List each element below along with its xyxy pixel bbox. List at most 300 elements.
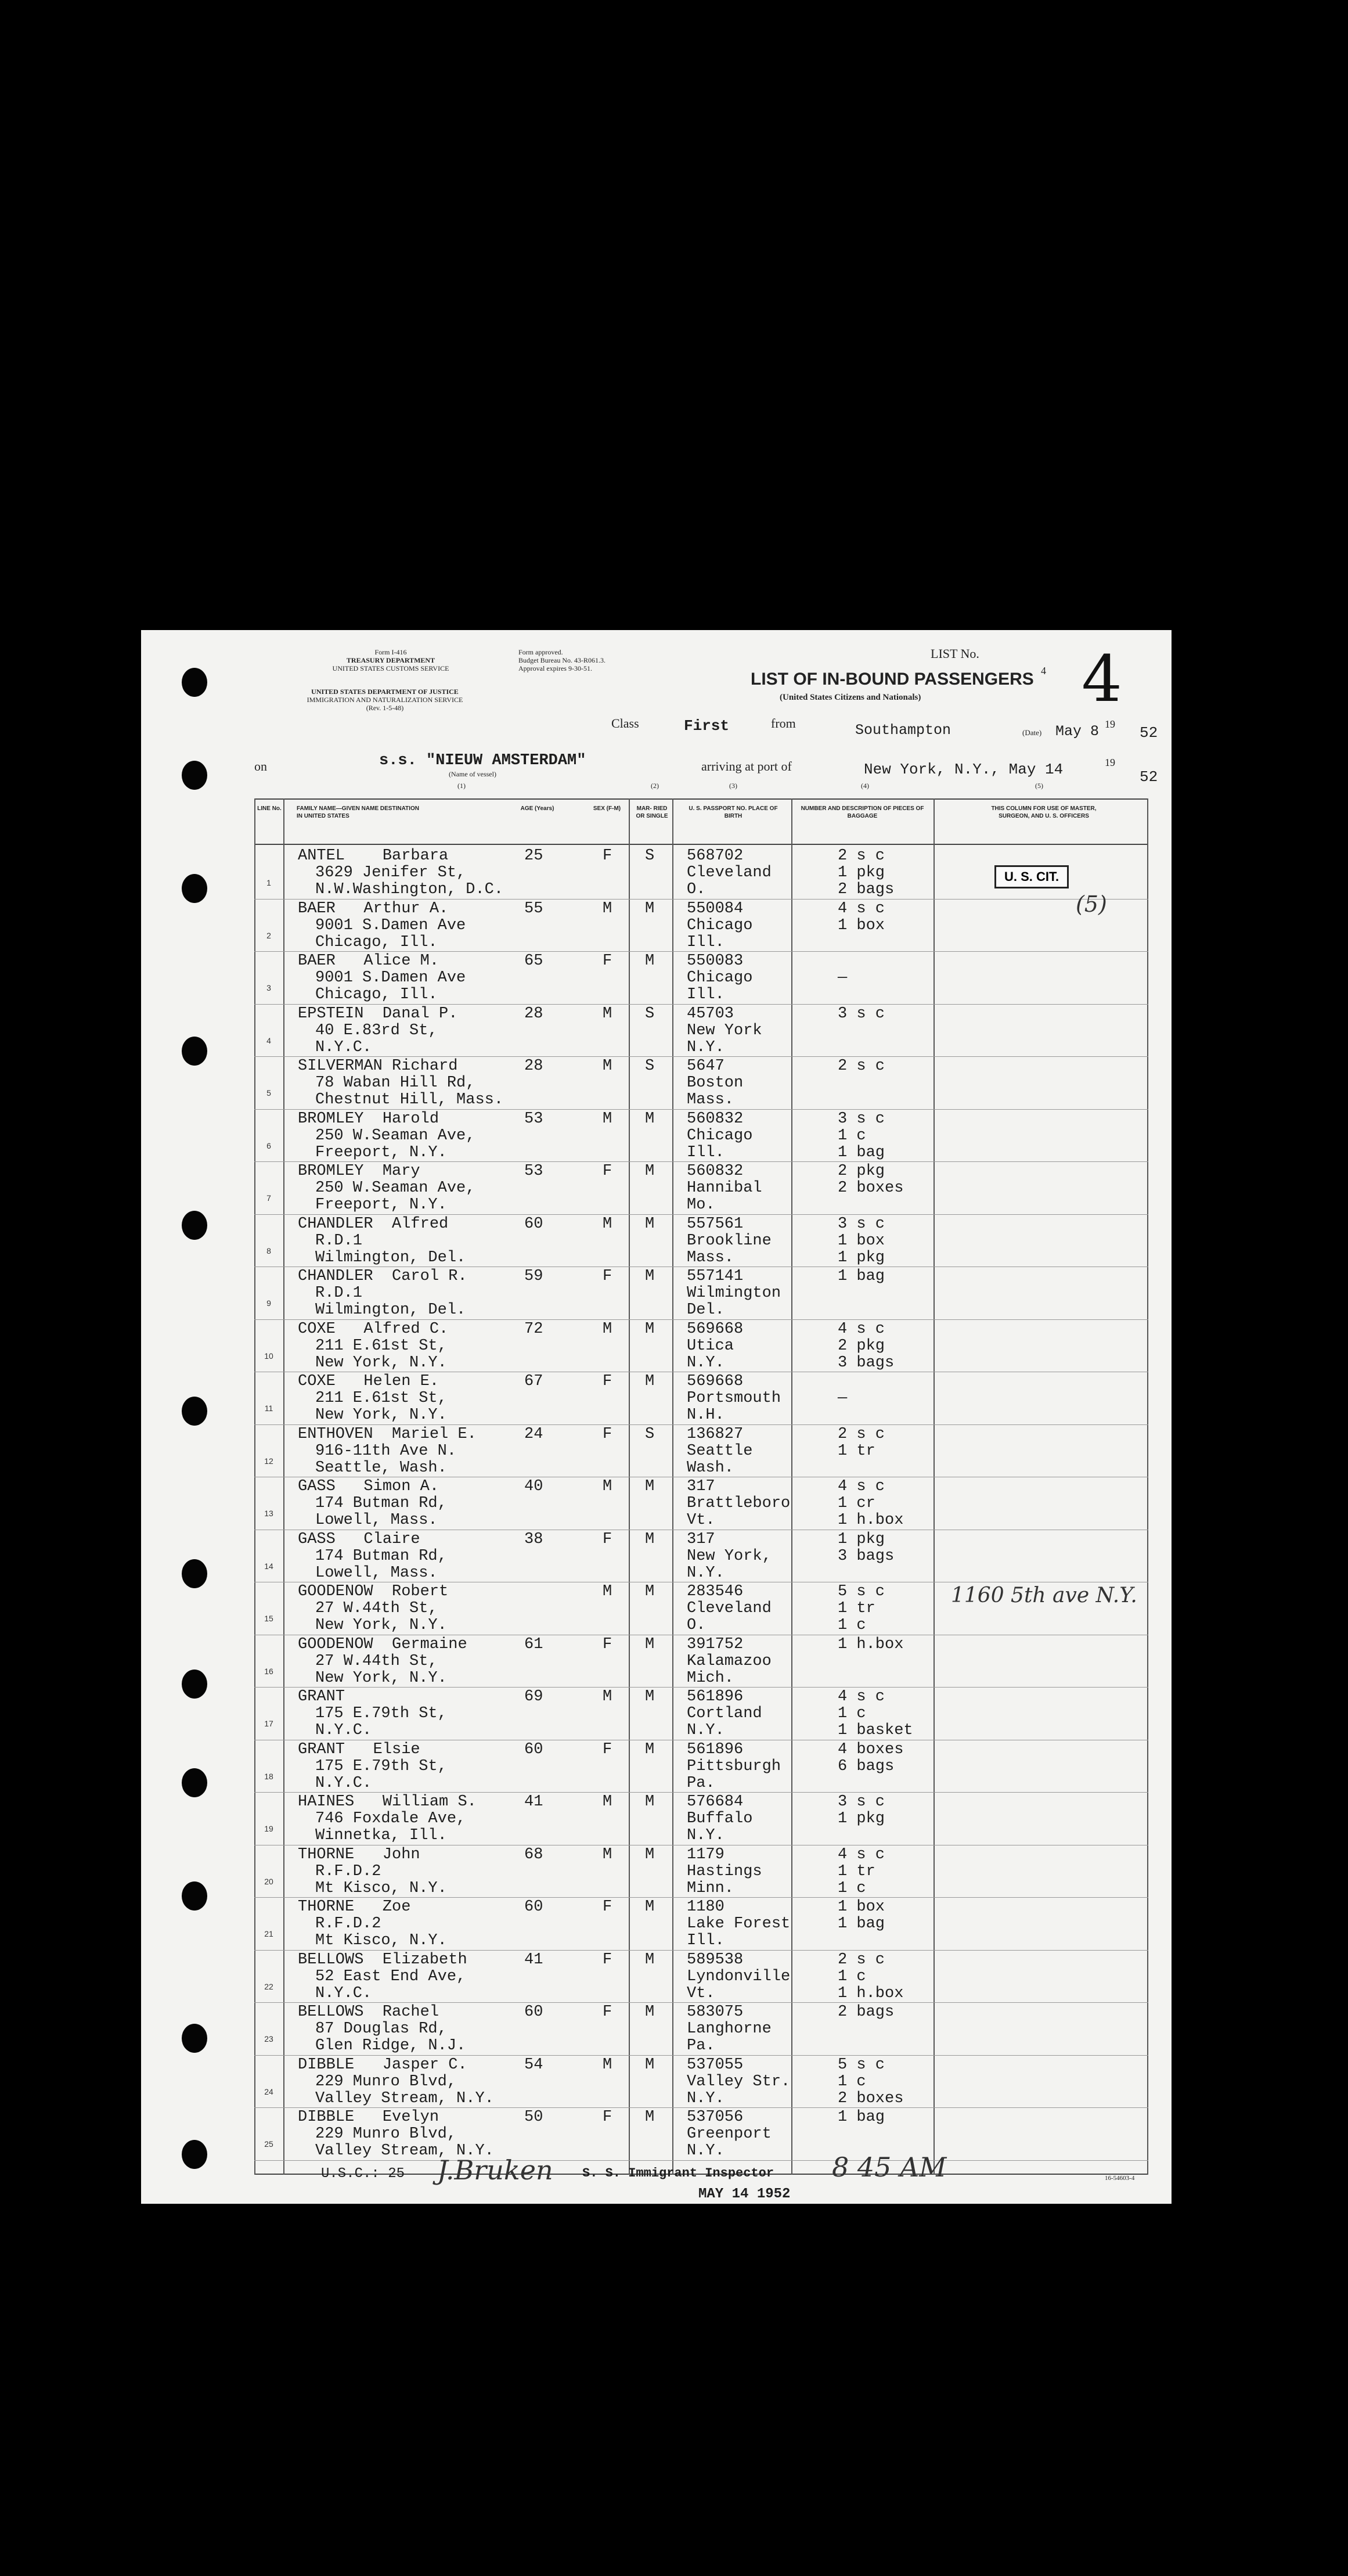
line-number: 22 xyxy=(264,1981,273,1991)
passenger-name: SILVERMAN Richard xyxy=(298,1057,458,1075)
passenger-sex: M xyxy=(603,1688,612,1706)
birth-place: Hastings xyxy=(687,1862,762,1880)
table-row xyxy=(141,1268,1172,1321)
birth-region: N.Y. xyxy=(687,2089,725,2107)
table-row xyxy=(141,1006,1172,1058)
passenger-name: COXE Alfred C. xyxy=(298,1320,449,1338)
passenger-marital: M xyxy=(645,1898,655,1916)
passenger-age: 69 xyxy=(524,1688,543,1706)
col-number: (1) xyxy=(457,782,466,790)
line-number: 4 xyxy=(266,1035,271,1045)
birth-place: Buffalo xyxy=(687,1810,753,1827)
line-number: 9 xyxy=(266,1298,271,1308)
baggage-line: 1 pkg xyxy=(838,864,885,882)
passenger-address: 27 W.44th St, xyxy=(315,1652,438,1670)
birth-region: Ill. xyxy=(687,1143,725,1161)
line-number: 8 xyxy=(266,1246,271,1255)
table-row xyxy=(141,1163,1172,1215)
passenger-address: 229 Munro Blvd, xyxy=(315,2073,457,2091)
birth-place: Hannibal xyxy=(687,1179,762,1197)
passport-number: 576684 xyxy=(687,1793,744,1811)
passenger-name: ANTEL Barbara xyxy=(298,847,449,865)
passenger-name: ENTHOVEN Mariel E. xyxy=(298,1425,477,1443)
passenger-age: 28 xyxy=(524,1005,543,1023)
baggage-line: 3 bags xyxy=(838,1547,895,1565)
on-label: on xyxy=(254,759,267,773)
passenger-marital: M xyxy=(645,1951,655,1969)
passenger-sex: F xyxy=(603,2109,612,2126)
passenger-marital: M xyxy=(645,1583,655,1600)
col-head-remarks: THIS COLUMN FOR USE OF MASTER, SURGEON, AND U. S. OFFICERS xyxy=(991,805,1097,819)
table-row xyxy=(141,1531,1172,1584)
table-row xyxy=(141,2004,1172,2056)
col-head-age: AGE (Years) xyxy=(520,805,554,812)
passenger-address: 916-11th Ave N. xyxy=(315,1442,457,1460)
birth-region: N.Y. xyxy=(687,1722,725,1739)
table-row xyxy=(141,1794,1172,1846)
passenger-city: Seattle, Wash. xyxy=(315,1459,447,1477)
passenger-address: 175 E.79th St, xyxy=(315,1757,447,1775)
passenger-marital: M xyxy=(645,1845,655,1863)
baggage-line: — xyxy=(838,1390,848,1407)
class-label: Class xyxy=(611,716,639,731)
binder-hole xyxy=(182,668,207,697)
birth-place: Langhorne xyxy=(687,2020,772,2038)
passenger-age: 60 xyxy=(524,1215,543,1233)
baggage-line: 1 h.box xyxy=(838,1984,904,2002)
passenger-sex: F xyxy=(603,2003,612,2021)
passport-number: 45703 xyxy=(687,1005,734,1023)
form-id-block xyxy=(315,649,466,672)
passenger-address: 27 W.44th St, xyxy=(315,1600,438,1617)
passenger-age: 25 xyxy=(524,847,543,865)
address-note: 1160 5th ave N.Y. xyxy=(951,1584,1137,1607)
passenger-address: R.F.D.2 xyxy=(315,1862,381,1880)
passenger-city: Freeport, N.Y. xyxy=(315,1143,447,1161)
birth-region: Ill. xyxy=(687,986,725,1003)
table-row xyxy=(141,1636,1172,1689)
baggage-line: 2 pkg xyxy=(838,1163,885,1180)
passenger-address: R.D.1 xyxy=(315,1232,363,1250)
passenger-marital: S xyxy=(645,1425,655,1443)
passenger-name: HAINES William S. xyxy=(298,1793,477,1811)
passport-number: 557561 xyxy=(687,1215,744,1233)
row-divider xyxy=(254,2107,1148,2108)
passenger-city: Mt Kisco, N.Y. xyxy=(315,1932,447,1949)
passport-number: 317 xyxy=(687,1478,715,1495)
passenger-age: 41 xyxy=(524,1793,543,1811)
passenger-name: COXE Helen E. xyxy=(298,1373,439,1390)
line-number: 19 xyxy=(264,1824,273,1833)
baggage-line: 1 pkg xyxy=(838,1249,885,1267)
passenger-name: DIBBLE Jasper C. xyxy=(298,2056,467,2074)
birth-region: N.Y. xyxy=(687,2142,725,2160)
birth-region: Mass. xyxy=(687,1091,734,1109)
footer-code: 16-54603-4 xyxy=(1105,2175,1135,2182)
line-number: 16 xyxy=(264,1666,273,1676)
row-divider xyxy=(254,1424,1148,1425)
row-divider xyxy=(254,899,1148,900)
passport-number: 569668 xyxy=(687,1320,744,1338)
row-divider xyxy=(254,951,1148,952)
passenger-sex: M xyxy=(603,2056,612,2074)
passport-number: 583075 xyxy=(687,2003,744,2021)
passenger-sex: F xyxy=(603,1530,612,1548)
col-head-married: MAR- RIED OR SINGLE xyxy=(636,805,668,819)
passenger-sex: F xyxy=(603,1951,612,1969)
line-number: 25 xyxy=(264,2139,273,2149)
baggage-line: 1 pkg xyxy=(838,1810,885,1827)
passenger-name: BAER Arthur A. xyxy=(298,900,449,918)
birth-place: Chicago xyxy=(687,1127,753,1145)
table-row xyxy=(141,1899,1172,1951)
binder-hole xyxy=(182,761,207,790)
port-value: New York, N.Y., May 14 xyxy=(864,761,1064,778)
from-label: from xyxy=(771,716,796,731)
baggage-line: 1 h.box xyxy=(838,1635,904,1653)
passenger-city: New York, N.Y. xyxy=(315,1617,447,1634)
col-head-sex: SEX (F-M) xyxy=(593,805,621,812)
passenger-address: 175 E.79th St, xyxy=(315,1705,447,1722)
passenger-name: BROMLEY Mary xyxy=(298,1163,420,1180)
passenger-age: 60 xyxy=(524,1740,543,1758)
vessel-caption: (Name of vessel) xyxy=(449,770,496,778)
passenger-marital: S xyxy=(645,1057,655,1075)
passenger-name: BELLOWS Elizabeth xyxy=(298,1951,467,1969)
table-row xyxy=(141,1847,1172,1899)
passenger-marital: S xyxy=(645,1005,655,1023)
table-row xyxy=(141,1426,1172,1478)
passenger-age: 60 xyxy=(524,1898,543,1916)
passenger-address: 211 E.61st St, xyxy=(315,1337,447,1355)
passenger-address: R.F.D.2 xyxy=(315,1915,381,1933)
footer-usc: U.S.C.: 25 xyxy=(321,2166,405,2182)
birth-place: Cortland xyxy=(687,1705,762,1722)
birth-place: Chicago xyxy=(687,916,753,934)
table-row xyxy=(141,1478,1172,1531)
passenger-city: Valley Stream, N.Y. xyxy=(315,2089,494,2107)
passport-number: 550084 xyxy=(687,900,744,918)
form-number: Form I-416 xyxy=(374,648,407,656)
row-divider xyxy=(254,1897,1148,1898)
baggage-line: 2 s c xyxy=(838,1425,885,1443)
passenger-marital: S xyxy=(645,847,655,865)
passenger-name: GOODENOW Germaine xyxy=(298,1635,467,1653)
passport-number: 561896 xyxy=(687,1688,744,1706)
passenger-city: Glen Ridge, N.J. xyxy=(315,2037,466,2055)
row-divider xyxy=(254,2055,1148,2056)
table-row xyxy=(141,1111,1172,1163)
row-divider xyxy=(254,1792,1148,1793)
birth-region: Mich. xyxy=(687,1669,734,1687)
passenger-sex: F xyxy=(603,1898,612,1916)
line-number: 2 xyxy=(266,930,271,940)
year-value: 52 xyxy=(1140,724,1158,742)
passenger-sex: F xyxy=(603,847,612,865)
baggage-line: 3 s c xyxy=(838,1110,885,1128)
row-divider xyxy=(254,1004,1148,1005)
passenger-address: R.D.1 xyxy=(315,1285,363,1302)
baggage-line: 4 s c xyxy=(838,1688,885,1706)
passport-number: 136827 xyxy=(687,1425,744,1443)
passenger-city: Wilmington, Del. xyxy=(315,1249,466,1267)
treasury-label: TREASURY DEPARTMENT xyxy=(346,656,435,664)
birth-place: New York xyxy=(687,1021,762,1039)
passenger-age: 68 xyxy=(524,1845,543,1863)
birth-place: Brattleboro xyxy=(687,1495,791,1512)
line-number: 23 xyxy=(264,2034,273,2043)
passenger-name: BAER Alice M. xyxy=(298,952,439,970)
baggage-line: 1 c xyxy=(838,1967,866,1985)
line-number: 5 xyxy=(266,1088,271,1098)
passenger-sex: F xyxy=(603,1740,612,1758)
list-no-handwritten: 4 xyxy=(1082,642,1122,716)
passenger-age: 38 xyxy=(524,1530,543,1548)
date-value: May 8 xyxy=(1055,723,1100,740)
passenger-sex: M xyxy=(603,1110,612,1128)
passenger-address: 174 Butman Rd, xyxy=(315,1495,447,1512)
baggage-line: 1 bag xyxy=(838,1268,885,1285)
birth-place: Boston xyxy=(687,1074,744,1092)
baggage-line: 4 s c xyxy=(838,1478,885,1495)
col-number: (3) xyxy=(729,782,737,790)
inspector-signature: J.Bruken xyxy=(437,2154,553,2186)
birth-place: Lake Forest xyxy=(687,1915,791,1933)
baggage-line: 2 s c xyxy=(838,1951,885,1969)
passenger-city: N.W.Washington, D.C. xyxy=(315,881,504,898)
baggage-line: 5 s c xyxy=(838,2056,885,2074)
passenger-marital: M xyxy=(645,1320,655,1338)
passenger-manifest-page xyxy=(141,630,1172,2204)
passenger-address: 211 E.61st St, xyxy=(315,1390,447,1407)
baggage-line: 2 boxes xyxy=(838,2089,904,2107)
passenger-city: New York, N.Y. xyxy=(315,1354,447,1372)
passenger-sex: M xyxy=(603,1005,612,1023)
from-value: Southampton xyxy=(855,722,951,739)
col-number: (2) xyxy=(651,782,659,790)
passenger-city: N.Y.C. xyxy=(315,1722,372,1739)
line-number: 3 xyxy=(266,983,271,992)
baggage-line: 2 bags xyxy=(838,881,895,898)
passport-number: 1180 xyxy=(687,1898,725,1916)
col-number: (5) xyxy=(1035,782,1043,790)
table-row xyxy=(141,1216,1172,1268)
baggage-line: 2 boxes xyxy=(838,1179,904,1197)
baggage-line: 2 s c xyxy=(838,847,885,865)
passenger-name: CHANDLER Alfred xyxy=(298,1215,449,1233)
passenger-marital: M xyxy=(645,900,655,918)
birth-place: Wilmington xyxy=(687,1285,781,1302)
line-number: 11 xyxy=(264,1404,273,1413)
list-no-small: 4 xyxy=(1041,665,1046,677)
port-year-prefix: 19 xyxy=(1105,757,1115,768)
baggage-line: 5 s c xyxy=(838,1583,885,1600)
col-head-passport: U. S. PASSPORT NO. PLACE OF BIRTH xyxy=(689,805,778,819)
passenger-city: New York, N.Y. xyxy=(315,1406,447,1424)
baggage-line: 1 h.box xyxy=(838,1512,904,1529)
line-number: 10 xyxy=(264,1351,273,1361)
birth-region: Ill. xyxy=(687,1932,725,1949)
passenger-address: 78 Waban Hill Rd, xyxy=(315,1074,475,1092)
row-divider xyxy=(254,2160,1148,2161)
col-number: (4) xyxy=(861,782,869,790)
passenger-address: 9001 S.Damen Ave xyxy=(315,969,466,987)
passenger-age: 28 xyxy=(524,1057,543,1075)
line-number: 17 xyxy=(264,1719,273,1728)
passenger-marital: M xyxy=(645,1110,655,1128)
passenger-city: Chicago, Ill. xyxy=(315,933,438,951)
col-head-name: FAMILY NAME—GIVEN NAME DESTINATION IN UNITED STATES xyxy=(297,805,419,819)
passenger-city: N.Y.C. xyxy=(315,1038,372,1056)
baggage-line: 1 bag xyxy=(838,1915,885,1933)
passenger-name: DIBBLE Evelyn xyxy=(298,2109,439,2126)
doj-label: UNITED STATES DEPARTMENT OF JUSTICE xyxy=(311,688,459,696)
form-subtitle: (United States Citizens and Nationals) xyxy=(780,693,921,702)
col-head-baggage: NUMBER AND DESCRIPTION OF PIECES OF BAGGAGE xyxy=(801,805,924,819)
baggage-line: 1 c xyxy=(838,2073,866,2091)
row-divider xyxy=(254,2002,1148,2003)
baggage-line: 6 bags xyxy=(838,1757,895,1775)
passenger-sex: M xyxy=(603,1215,612,1233)
passenger-name: BELLOWS Rachel xyxy=(298,2003,439,2021)
passenger-age: 67 xyxy=(524,1373,543,1390)
line-number: 7 xyxy=(266,1193,271,1203)
line-number: 15 xyxy=(264,1614,273,1623)
passenger-age: 50 xyxy=(524,2109,543,2126)
passenger-age: 55 xyxy=(524,900,543,918)
baggage-line: 1 box xyxy=(838,916,885,934)
baggage-line: 1 c xyxy=(838,1127,866,1145)
passenger-name: EPSTEIN Danal P. xyxy=(298,1005,458,1023)
line-number: 12 xyxy=(264,1456,273,1466)
baggage-line: 1 basket xyxy=(838,1722,913,1739)
baggage-line: 4 boxes xyxy=(838,1740,904,1758)
birth-region: O. xyxy=(687,1617,706,1634)
col-head-line: LINE No. xyxy=(257,805,282,812)
passenger-address: 174 Butman Rd, xyxy=(315,1547,447,1565)
passenger-age: 53 xyxy=(524,1163,543,1180)
passenger-name: CHANDLER Carol R. xyxy=(298,1268,467,1285)
birth-region: Pa. xyxy=(687,1774,715,1792)
passenger-age: 24 xyxy=(524,1425,543,1443)
passenger-sex: M xyxy=(603,1478,612,1495)
port-year-value: 52 xyxy=(1140,768,1158,786)
birth-place: Pittsburgh xyxy=(687,1757,781,1775)
row-divider xyxy=(254,1950,1148,1951)
row-divider xyxy=(254,1161,1148,1162)
birth-region: Minn. xyxy=(687,1879,734,1897)
passenger-city: Chicago, Ill. xyxy=(315,986,438,1003)
birth-place: Kalamazoo xyxy=(687,1652,772,1670)
passenger-marital: M xyxy=(645,1373,655,1390)
line-number: 24 xyxy=(264,2086,273,2096)
passport-number: 550083 xyxy=(687,952,744,970)
table-row xyxy=(141,2109,1172,2161)
birth-region: Mass. xyxy=(687,1249,734,1267)
birth-region: N.Y. xyxy=(687,1564,725,1582)
baggage-line: 1 tr xyxy=(838,1862,875,1880)
passenger-sex: F xyxy=(603,1635,612,1653)
table-row xyxy=(141,953,1172,1005)
passenger-city: Wilmington, Del. xyxy=(315,1301,466,1319)
line-number: 13 xyxy=(264,1509,273,1518)
table-row xyxy=(141,1952,1172,2004)
passenger-sex: M xyxy=(603,1845,612,1863)
passenger-sex: F xyxy=(603,1373,612,1390)
passport-number: 5647 xyxy=(687,1057,725,1075)
birth-region: N.Y. xyxy=(687,1038,725,1056)
passport-number: 589538 xyxy=(687,1951,744,1969)
passenger-marital: M xyxy=(645,952,655,970)
passenger-address: 746 Foxdale Ave, xyxy=(315,1810,466,1827)
passport-number: 537056 xyxy=(687,2109,744,2126)
class-value: First xyxy=(684,717,730,735)
baggage-line: 2 pkg xyxy=(838,1337,885,1355)
table-row xyxy=(141,1689,1172,1741)
passenger-age: 59 xyxy=(524,1268,543,1285)
form-title: LIST OF IN-BOUND PASSENGERS xyxy=(751,670,1034,689)
footer-inspector: S. S. Immigrant Inspector xyxy=(582,2166,774,2181)
baggage-line: — xyxy=(838,969,848,987)
budget-block xyxy=(518,649,669,672)
customs-label: UNITED STATES CUSTOMS SERVICE xyxy=(332,664,449,672)
birth-region: Mo. xyxy=(687,1196,715,1214)
passenger-name: THORNE John xyxy=(298,1845,420,1863)
passenger-marital: M xyxy=(645,1215,655,1233)
baggage-line: 1 c xyxy=(838,1879,866,1897)
table-row xyxy=(141,1742,1172,1794)
baggage-line: 2 bags xyxy=(838,2003,895,2021)
birth-place: Cleveland xyxy=(687,864,772,882)
passport-number: 560832 xyxy=(687,1163,744,1180)
birth-place: New York, xyxy=(687,1547,772,1565)
baggage-line: 4 s c xyxy=(838,1845,885,1863)
passenger-age: 40 xyxy=(524,1478,543,1495)
passport-number: 537055 xyxy=(687,2056,744,2074)
passenger-sex: M xyxy=(603,900,612,918)
passenger-age: 61 xyxy=(524,1635,543,1653)
passport-number: 391752 xyxy=(687,1635,744,1653)
passenger-sex: M xyxy=(603,1583,612,1600)
passenger-city: N.Y.C. xyxy=(315,1984,372,2002)
passport-number: 560832 xyxy=(687,1110,744,1128)
passenger-sex: F xyxy=(603,1268,612,1285)
table-row xyxy=(141,1058,1172,1110)
birth-region: Ill. xyxy=(687,933,725,951)
birth-region: O. xyxy=(687,881,706,898)
footer-time: 8 45 AM xyxy=(832,2152,947,2183)
birth-place: Utica xyxy=(687,1337,734,1355)
passenger-address: 52 East End Ave, xyxy=(315,1967,466,1985)
passenger-city: Mt Kisco, N.Y. xyxy=(315,1879,447,1897)
baggage-line: 4 s c xyxy=(838,900,885,918)
passenger-name: BROMLEY Harold xyxy=(298,1110,439,1128)
passenger-name: GOODENOW Robert xyxy=(298,1583,449,1600)
passenger-marital: M xyxy=(645,1635,655,1653)
birth-region: N.Y. xyxy=(687,1827,725,1844)
row-divider xyxy=(254,1319,1148,1320)
passenger-address: 3629 Jenifer St, xyxy=(315,864,466,882)
passport-number: 1179 xyxy=(687,1845,725,1863)
line-number: 6 xyxy=(266,1141,271,1150)
baggage-line: 3 s c xyxy=(838,1005,885,1023)
table-header-rule xyxy=(254,844,1148,845)
birth-place: Portsmouth xyxy=(687,1390,781,1407)
passenger-sex: M xyxy=(603,1793,612,1811)
passenger-age: 65 xyxy=(524,952,543,970)
passenger-age: 60 xyxy=(524,2003,543,2021)
birth-region: N.Y. xyxy=(687,1354,725,1372)
